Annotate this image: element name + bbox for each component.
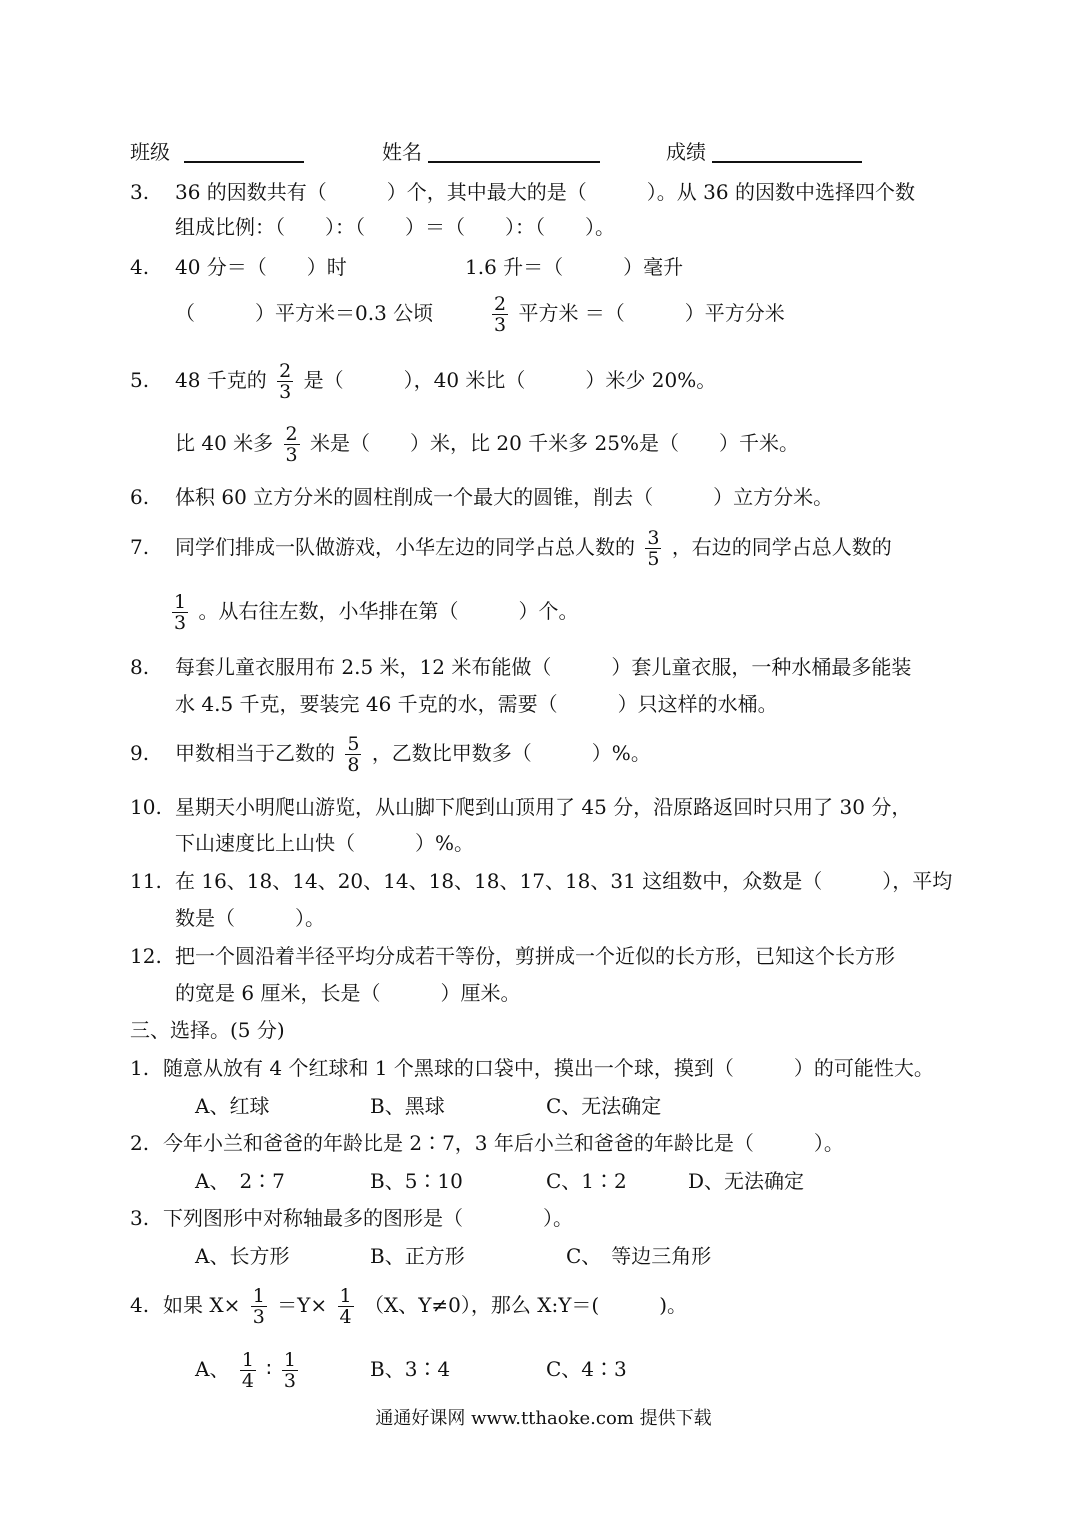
name-label: 姓名 xyxy=(382,140,422,164)
q4-part-a: 40 分＝（ ）时 xyxy=(175,255,347,279)
q9-number: 9. xyxy=(130,741,150,765)
q7-number: 7. xyxy=(130,535,150,559)
q5-fraction1: $\frac{2}{3}$ xyxy=(279,360,292,403)
q10-number: 10. xyxy=(130,795,162,819)
c3-text: 下列图形中对称轴最多的图形是（ ）。 xyxy=(163,1206,573,1230)
q3-line1: 36 的因数共有（ ）个，其中最大的是（ ）。从 36 的因数中选择四个数 xyxy=(175,180,915,204)
q6-number: 6. xyxy=(130,485,150,509)
class-field xyxy=(130,140,304,164)
q6-text: 体积 60 立方分米的圆柱削成一个最大的圆锥，削去（ ）立方分米。 xyxy=(175,485,834,509)
q4-fraction: $\frac{2}{3}$ xyxy=(494,293,507,336)
score-field xyxy=(666,140,862,164)
q8-line2: 水 4.5 千克，要装完 46 千克的水，需要（ ）只这样的水桶。 xyxy=(175,692,778,716)
c2-option-c[interactable]: C、1∶2 xyxy=(546,1169,627,1193)
q5-fraction2: $\frac{2}{3}$ xyxy=(285,423,298,466)
q7-fraction1: $\frac{3}{5}$ xyxy=(647,527,660,570)
q9-fraction: $\frac{5}{8}$ xyxy=(347,733,360,776)
c1-text: 随意从放有 4 个红球和 1 个黑球的口袋中，摸出一个球，摸到（ ）的可能性大。 xyxy=(163,1056,934,1080)
q7-line1: 同学们排成一队做游戏，小华左边的同学占总人数的 $\frac{3}{5}$ ，右边的同学占总人数的 xyxy=(175,527,892,570)
q12-number: 12. xyxy=(130,944,162,968)
q11-line1: 在 16、18、14、20、14、18、18、17、18、31 这组数中，众数是（ ），平均 xyxy=(175,869,953,893)
class-label: 班级 xyxy=(130,140,170,164)
q4-part-c: （ ）平方米＝0.3 公顷 xyxy=(175,301,434,325)
c4-option-a-fraction2: $\frac{1}{3}$ xyxy=(283,1349,296,1392)
q12-line1: 把一个圆沿着半径平均分成若干等份，剪拼成一个近似的长方形，已知这个长方形 xyxy=(175,944,895,968)
c4-text: 如果 X× $\frac{1}{3}$ ＝Y× $\frac{1}{4}$ （X、Y≠0），那么 X:Y＝( )。 xyxy=(163,1285,688,1328)
c4-option-a[interactable]: A、 $\frac{1}{4}$ ∶ $\frac{1}{3}$ xyxy=(195,1349,296,1392)
c4-fraction1: $\frac{1}{3}$ xyxy=(252,1285,265,1328)
score-label: 成绩 xyxy=(666,140,706,164)
c4-option-b[interactable]: B、3∶4 xyxy=(370,1357,451,1381)
c3-option-a[interactable]: A、长方形 xyxy=(195,1244,290,1268)
q3-number: 3. xyxy=(130,180,150,204)
q11-number: 11. xyxy=(130,869,162,893)
q9-text: 甲数相当于乙数的 $\frac{5}{8}$ ，乙数比甲数多（ ）%。 xyxy=(175,733,651,776)
q5-line1: 48 千克的 $\frac{2}{3}$ 是（ ），40 米比（ ）米少 20%。 xyxy=(175,360,717,403)
page-footer: 通通好课网 www.tthaoke.com 提供下载 xyxy=(375,1408,712,1429)
q10-line2: 下山速度比上山快（ ）%。 xyxy=(175,831,475,855)
class-blank[interactable] xyxy=(184,141,304,163)
c2-number: 2. xyxy=(130,1131,150,1155)
q7-line2: $\frac{1}{3}$ 。从右往左数，小华排在第（ ）个。 xyxy=(174,591,579,634)
c1-option-a[interactable]: A、红球 xyxy=(195,1094,270,1118)
c1-option-b[interactable]: B、黑球 xyxy=(370,1094,445,1118)
c4-fraction2: $\frac{1}{4}$ xyxy=(339,1285,352,1328)
c1-option-c[interactable]: C、无法确定 xyxy=(546,1094,662,1118)
q8-number: 8. xyxy=(130,655,150,679)
name-field xyxy=(382,140,600,164)
q7-fraction2: $\frac{1}{3}$ xyxy=(174,591,187,634)
score-blank[interactable] xyxy=(712,141,862,163)
c4-option-a-fraction1: $\frac{1}{4}$ xyxy=(241,1349,254,1392)
c4-option-c[interactable]: C、4∶3 xyxy=(546,1357,627,1381)
c1-number: 1. xyxy=(130,1056,150,1080)
section3-title: 三、选择。(5 分) xyxy=(130,1018,285,1042)
q3-line2: 组成比例：（ ）：（ ）＝（ ）：（ ）。 xyxy=(175,215,615,239)
q5-line2: 比 40 米多 $\frac{2}{3}$ 米是（ ）米，比 20 千米多 25%是（ ）千米。 xyxy=(175,423,799,466)
q4-part-d: $\frac{2}{3}$ 平方米 ＝（ ）平方分米 xyxy=(494,293,785,336)
c3-option-c[interactable]: C、 等边三角形 xyxy=(566,1244,712,1268)
c2-option-d[interactable]: D、无法确定 xyxy=(688,1169,805,1193)
c2-option-a[interactable]: A、 2∶7 xyxy=(195,1169,285,1193)
c4-number: 4. xyxy=(130,1293,150,1317)
q10-line1: 星期天小明爬山游览，从山脚下爬到山顶用了 45 分，沿原路返回时只用了 30 分， xyxy=(175,795,912,819)
q12-line2: 的宽是 6 厘米，长是（ ）厘米。 xyxy=(175,981,521,1005)
c3-option-b[interactable]: B、正方形 xyxy=(370,1244,465,1268)
c2-text: 今年小兰和爸爸的年龄比是 2∶7，3 年后小兰和爸爸的年龄比是（ ）。 xyxy=(163,1131,844,1155)
q4-part-b: 1.6 升＝（ ）毫升 xyxy=(465,255,684,279)
q11-line2: 数是（ ）。 xyxy=(175,906,325,930)
name-blank[interactable] xyxy=(428,141,600,163)
q8-line1: 每套儿童衣服用布 2.5 米，12 米布能做（ ）套儿童衣服，一种水桶最多能装 xyxy=(175,655,912,679)
q5-number: 5. xyxy=(130,368,150,392)
c2-option-b[interactable]: B、5∶10 xyxy=(370,1169,463,1193)
c3-number: 3. xyxy=(130,1206,150,1230)
q4-number: 4. xyxy=(130,255,150,279)
